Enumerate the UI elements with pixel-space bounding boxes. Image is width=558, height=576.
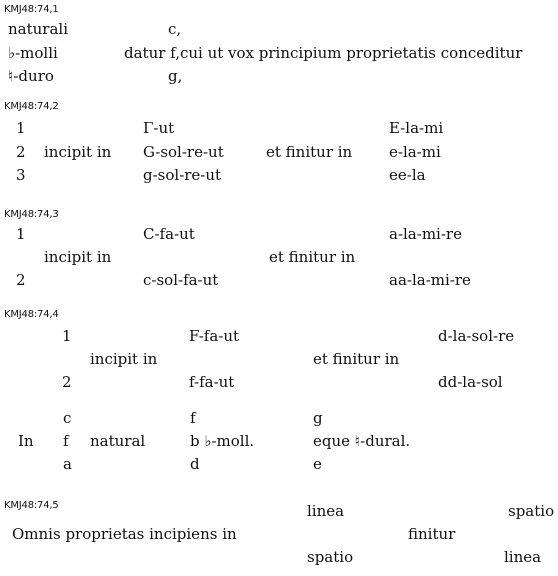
text-finitur: finitur <box>408 525 456 543</box>
text-a-la-mi-re: a-la-mi-re <box>389 225 462 243</box>
text-gamma-ut: Γ-ut <box>143 119 175 137</box>
text-incipit-in: incipit in <box>44 143 112 161</box>
num-2: 2 <box>16 143 26 161</box>
text-a: a <box>63 455 72 473</box>
text-In: In <box>18 432 34 450</box>
text-spatio: spatio <box>508 502 555 520</box>
text-naturali: naturali <box>8 20 68 38</box>
text-incipit-in: incipit in <box>44 248 112 266</box>
text-g: g, <box>168 67 183 85</box>
text-dd-la-sol: dd-la-sol <box>438 373 503 391</box>
example-label-2: KMJ48:74,2 <box>4 101 59 112</box>
num-1: 1 <box>16 119 26 137</box>
text-natural: natural <box>90 432 146 450</box>
text-datur-sentence: datur f,cui ut vox principium proprietatis conceditur <box>124 44 523 62</box>
text-incipit-in: incipit in <box>90 350 158 368</box>
text-d: d <box>190 455 200 473</box>
text-ee-la: ee-la <box>389 166 426 184</box>
text-c: c, <box>168 20 182 38</box>
text-e: e <box>313 455 322 473</box>
text-f: f <box>63 432 69 450</box>
example-label-5: KMJ48:74,5 <box>4 500 59 511</box>
text-linea: linea <box>504 548 542 566</box>
text-et-finitur-in: et finitur in <box>266 143 353 161</box>
num-1: 1 <box>16 225 26 243</box>
text-omnis-proprietas: Omnis proprietas incipiens in <box>12 525 237 543</box>
text-et-finitur-in: et finitur in <box>269 248 356 266</box>
num-1: 1 <box>62 327 72 345</box>
text-f: f <box>190 409 196 427</box>
text-c-sol-fa-ut: c-sol-fa-ut <box>143 271 219 289</box>
text-eque-dural: eque ♮-dural. <box>313 432 411 450</box>
text-b-molli: ♭-molli <box>8 44 58 62</box>
num-3: 3 <box>16 166 26 184</box>
num-2: 2 <box>62 373 72 391</box>
text-f-fa-ut: f-fa-ut <box>189 373 235 391</box>
text-c: c <box>63 409 72 427</box>
text-C-fa-ut: C-fa-ut <box>143 225 195 243</box>
text-F-fa-ut: F-fa-ut <box>189 327 240 345</box>
text-d-la-sol-re: d-la-sol-re <box>438 327 515 345</box>
text-e-la-mi: e-la-mi <box>389 143 441 161</box>
text-b-duro: ♮-duro <box>8 67 54 85</box>
text-aa-la-mi-re: aa-la-mi-re <box>389 271 471 289</box>
text-linea: linea <box>307 502 345 520</box>
text-et-finitur-in: et finitur in <box>313 350 400 368</box>
example-label-4: KMJ48:74,4 <box>4 309 59 320</box>
text-spatio: spatio <box>307 548 354 566</box>
text-g-sol-re-ut: g-sol-re-ut <box>143 166 222 184</box>
example-label-1: KMJ48:74,1 <box>4 4 59 15</box>
text-G-sol-re-ut: G-sol-re-ut <box>143 143 224 161</box>
text-g: g <box>313 409 323 427</box>
text-E-la-mi: E-la-mi <box>389 119 444 137</box>
example-label-3: KMJ48:74,3 <box>4 209 59 220</box>
num-2: 2 <box>16 271 26 289</box>
text-b-moll: b ♭-moll. <box>190 432 255 450</box>
